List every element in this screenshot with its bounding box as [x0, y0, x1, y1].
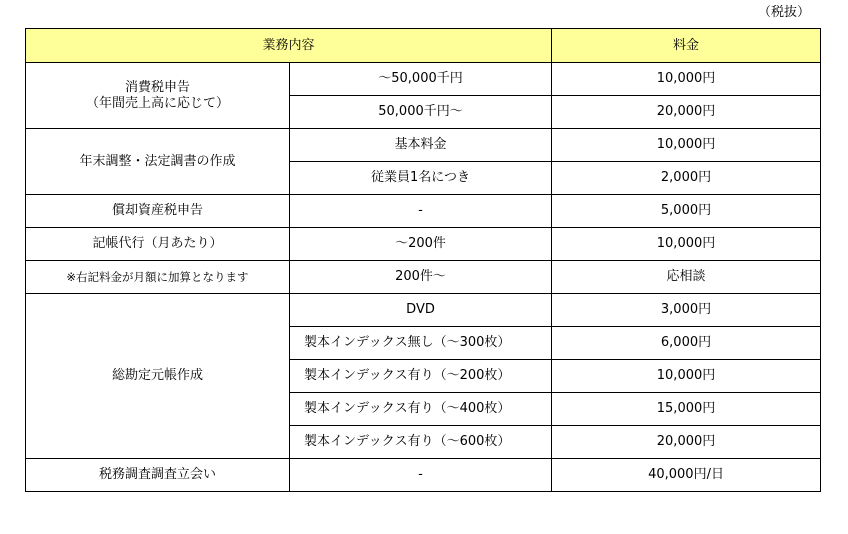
table-row — [26, 63, 821, 96]
fee-cell: 5,000円 — [552, 195, 821, 228]
row-label-bookkeeping-note: ※右記料金が月額に加算となります — [26, 261, 290, 294]
fee-cell: 15,000円 — [552, 393, 821, 426]
condition-cell: 製本インデックス有り（～400枚） — [290, 393, 552, 426]
fee-cell: 10,000円 — [552, 63, 821, 96]
row-label-line: 消費税申告 — [124, 79, 190, 95]
fee-cell: 3,000円 — [552, 294, 821, 327]
table-row — [26, 195, 821, 228]
condition-cell: 基本料金 — [290, 129, 552, 162]
table-row — [26, 459, 821, 492]
table-row — [26, 228, 821, 261]
fee-cell: 6,000円 — [552, 327, 821, 360]
row-label-bookkeeping: 記帳代行（月あたり） — [26, 228, 290, 261]
condition-cell: DVD — [290, 294, 552, 327]
table-header-row — [26, 29, 821, 63]
row-label-depreciable-assets: 償却資産税申告 — [26, 195, 290, 228]
fee-cell: 10,000円 — [552, 360, 821, 393]
condition-cell: ～200件 — [290, 228, 552, 261]
row-label-line: （年間売上高に応じて） — [85, 95, 229, 111]
tax-excluded-note: （税抜） — [757, 5, 810, 20]
condition-cell: 製本インデックス有り（～200枚） — [290, 360, 552, 393]
condition-cell: ～50,000千円 — [290, 63, 552, 96]
condition-cell: 200件～ — [290, 261, 552, 294]
table-row — [26, 261, 821, 294]
fee-cell: 10,000円 — [552, 228, 821, 261]
condition-cell: 50,000千円～ — [290, 96, 552, 129]
fee-cell: 20,000円 — [552, 426, 821, 459]
condition-cell: 製本インデックス有り（～600枚） — [290, 426, 552, 459]
row-label-ledger: 総勘定元帳作成 — [26, 294, 290, 459]
fee-cell: 20,000円 — [552, 96, 821, 129]
condition-cell: 製本インデックス無し（～300枚） — [290, 327, 552, 360]
header-fee: 料金 — [552, 29, 821, 63]
fee-table — [25, 28, 821, 492]
row-label-audit: 税務調査調査立会い — [26, 459, 290, 492]
fee-cell: 40,000円/日 — [552, 459, 821, 492]
row-label-year-end: 年末調整・法定調書の作成 — [26, 129, 290, 195]
table-row — [26, 129, 821, 162]
fee-cell: 応相談 — [552, 261, 821, 294]
header-service: 業務内容 — [26, 29, 552, 63]
condition-cell: 従業員1名につき — [290, 162, 552, 195]
fee-cell: 2,000円 — [552, 162, 821, 195]
condition-cell: - — [290, 459, 552, 492]
table-row — [26, 294, 821, 327]
row-label-consumption-tax — [26, 63, 290, 129]
fee-cell: 10,000円 — [552, 129, 821, 162]
condition-cell: - — [290, 195, 552, 228]
